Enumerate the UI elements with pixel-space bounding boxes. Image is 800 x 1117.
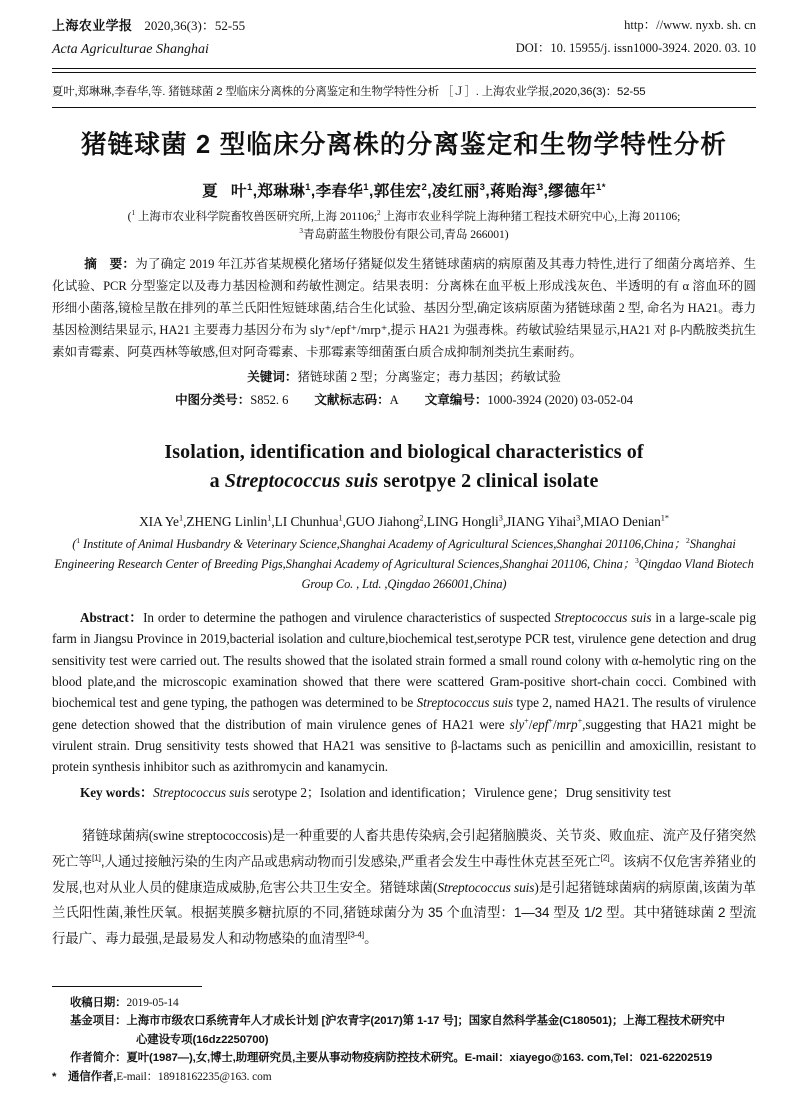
journal-url[interactable]: http：//www. nyxb. sh. cn [624,18,756,32]
affiliation-cn-line-1: ($^1$ 上海市农业科学院畜牧兽医研究所,上海 201106;$^2$ 上海市农业科学院上海种猪工程技术研究中心,上海 201106; [127,209,681,224]
header-divider [52,68,756,73]
classification-row [52,390,756,412]
fund-value-cont: 心建设专项(16dz2250700) [136,1033,269,1046]
footnote-divider [52,986,202,987]
footnote-received [52,994,756,1012]
abstract-en [52,607,756,778]
abstract-cn-body: 为了确定 2019 年江苏省某规模化猪场仔猪疑似发生猪链球菌病的病原菌及其毒力特性,进行了细菌分离培养、生化试验、PCR 分型鉴定以及毒力基因检测和药敏性测定。结果表明：分离株在血平板上形成浅灰色、半透明的有 α 溶血环的圆形细小菌落,镜检呈散在排列的革兰氏阳性短链球菌,结合生化试验、基因分型,确定该病原菌为猪链球菌 2 型, 命名为 HA21。毒力基因检测结果显示, HA21 主要毒力基因分布为 sly⁺/epf⁺/mrp⁺,提示 HA21 为强毒株。药敏试验结果显示,HA21 对 β-内酰胺类抗生素如青霉素、阿莫西林等敏感,但对阿奇霉素、卡那霉素等细菌蛋白质合成抑制剂类抗生素耐药。 [52,257,756,359]
title-en-line-2 [52,467,756,497]
citation-divider [52,107,756,108]
affiliations-en: ($^1$ Institute of Animal Husbandry & Veterinary Science,Shanghai Academy of Agricultural Sciences,Shanghai 201106,China；$^2$Shanghai Engineering Research Center of Breeding Pigs,Shanghai Academy of Agricultural Sciences,Shanghai 201106, China；$^3$Qingdao Vland Biotech Group Co. , Ltd. ,Qingdao 266001,China) [54,535,754,591]
keywords-en [52,782,756,803]
abstract-en-label: Abstract： [80,609,144,625]
corresponding-value: E-mail：18918162235@163. com [116,1070,272,1083]
body-paragraph [52,823,756,952]
masthead-left [52,16,245,61]
keywords-en-label: Key words： [80,784,154,800]
author-bio-label: 作者简介： [70,1052,127,1065]
footnote-corresponding [52,1068,756,1086]
clc-value: S852. 6 [250,392,289,407]
keywords-cn [52,367,756,389]
article-number-label: 文章编号： [424,392,488,407]
citation-line: 夏叶,郑琳琳,李春华,等. 猪链球菌 2 型临床分离株的分离鉴定和生物学特性分析 ［Ｊ］. 上海农业学报,2020,36(3)：52-55 [52,85,646,98]
affiliations-cn [52,208,756,244]
abstract-en-body: In order to determine the pathogen and virulence characteristics of suspected Streptococcus suis in a large-scale pig farm in Jiangsu Province in 2019,bacterial isolation and culture,biochemical test,serotype PCR test, virulence gene detection and drug sensitivity test were carried out. The results showed that the isolated strain formed a small round colony with α-hemolytic ring on the blood plate,and the microscopic examination showed that there were scattered Gram-positive short-chain cocci. Combined with biochemical test and gene typing, the pathogen was determined to be Streptococcus suis type 2, named HA21. The results of virulence gene detection showed that the distribution of main virulence genes of HA21 were sly+/epf+/mrp+,suggesting that HA21 might be virulent strain. Drug sensitivity tests showed that HA21 was sensitive to β-lactams such as penicillin and amoxicillin, resistant to protein synthesis inhibitor such as azithromycin and kanamycin. [52,609,757,775]
keywords-en-value: Streptococcus suis serotype 2；Isolation and identification；Virulence gene；Drug sensitivity test [153,784,671,800]
authors-cn: 夏 叶$^1$,郑琳琳$^1$,李春华$^1$,郭佳宏$^2$,凌红丽$^3$,蒋贻海$^3$,缪德年$^{1*}$ [202,182,606,201]
abstract-cn-label: 摘 要： [84,257,136,272]
received-label: 收稿日期： [70,997,127,1009]
affiliation-cn-line-2: $^3$青岛蔚蓝生物股份有限公司,青岛 266001) [299,227,509,242]
fund-label: 基金项目： [70,1015,127,1028]
journal-issue: 2020,36(3)：52-55 [144,18,246,33]
page-title-cn: 猪链球菌 2 型临床分离株的分离鉴定和生物学特性分析 [80,130,728,159]
footnote-author-bio [52,1049,756,1067]
title-en-line-1: Isolation, identification and biological characteristics of [164,440,644,463]
body-paragraph-text: 猪链球菌病(swine streptococcosis)是一种重要的人畜共患传染病,会引起猪脑膜炎、关节炎、败血症、流产及仔猪突然死亡等[1],人通过接触污染的生肉产品或患病动物而引发感染,严重者会发生中毒性休克甚至死亡[2]。该病不仅危害养猪业的发展,也对从业人员的健康造成威胁,危害公共卫生安全。猪链球菌(Streptococcus suis)是引起猪链球菌病的病原菌,该菌为革兰氏阳性菌,兼性厌氧。根据荚膜多糖抗原的不同,猪链球菌分为 35 个血清型：1—34 型及 1/2 型。其中猪链球菌 2 型流行最广、毒力最强,是最易发人和动物感染的血清型[3-4]。 [52,828,757,947]
footnote-fund [52,1012,756,1030]
doc-code-label: 文献标志码： [314,392,390,407]
title-en-prefix: a [209,470,225,493]
corresponding-label: 通信作者, [68,1070,117,1083]
doc-code-value: A [389,392,399,407]
journal-title-cn [52,16,245,36]
masthead-right [516,16,756,59]
journal-title-cn-text: 上海农业学报 [52,18,133,33]
masthead [52,16,756,61]
authors-en: XIA Ye$^1$,ZHENG Linlin$^1$,LI Chunhua$^1$,GUO Jiahong$^2$,LING Hongli$^3$,JIANG Yihai$^3$,MIAO Denian$^{1*}$ [139,513,669,529]
keywords-cn-value: 猪链球菌 2 型；分离鉴定；毒力基因；药敏试验 [297,369,561,384]
clc-label: 中图分类号： [174,392,251,407]
asterisk-icon: * [52,1070,57,1083]
footnote-fund-cont [52,1031,756,1049]
received-value: 2019-05-14 [126,997,179,1009]
abstract-cn [52,254,756,364]
author-bio-value: 夏叶(1987—),女,博士,助理研究员,主要从事动物疫病防控技术研究。E-mail：xiayego@163. com,Tel：021-62202519 [126,1052,713,1065]
keywords-cn-label: 关键词： [247,369,298,384]
doi[interactable]: DOI：10. 15955/j. issn1000-3924. 2020. 03. 10 [515,41,756,56]
title-en-species: Streptococcus suis [224,470,379,493]
footnotes [52,994,756,1086]
fund-value: 上海市市级农口系统青年人才成长计划 [沪农青字(2017)第 1-17 号]；国家自然科学基金(C180501)；上海工程技术研究中 [126,1015,725,1028]
article-number-value: 1000-3924 (2020) 03-052-04 [487,392,634,407]
title-en-suffix: serotpye 2 clinical isolate [378,470,599,493]
page-title-en [52,438,756,497]
journal-title-en: Acta Agriculturae Shanghai [52,42,209,58]
